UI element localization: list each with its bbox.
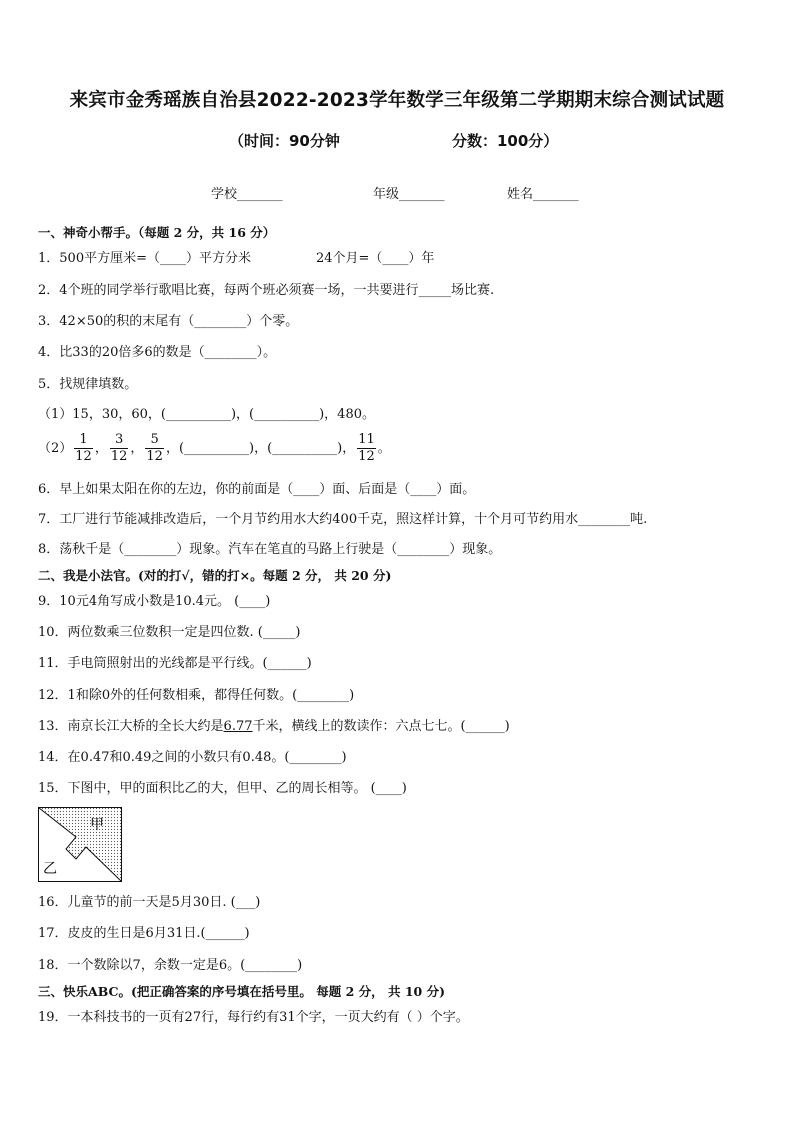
- question-8: 8．荡秋千是（________）现象。汽车在笔直的马路上行驶是（________）现象。: [38, 542, 502, 557]
- question-1a: 1．500平方厘米=（____）平方分米: [38, 251, 251, 266]
- question-9: 9．10元4角写成小数是10.4元。 (____): [38, 594, 271, 609]
- question-17: 17．皮皮的生日是6月31日.(______): [38, 926, 250, 941]
- section-1-heading: 一、神奇小帮手。（每题 2 分，共 16 分）: [38, 225, 276, 240]
- underlined-number: 6.77: [223, 719, 253, 734]
- q5-2-prefix: （2）: [38, 441, 73, 456]
- question-2: 2．4个班的同学举行歌唱比赛，每两个班必须赛一场，一共要进行_____场比赛.: [38, 283, 495, 298]
- question-13: 13．南京长江大桥的全长大约是6.77千米，横线上的数读作：六点七七。(______): [38, 719, 510, 734]
- fraction-11-12: $\frac{11}{12}$: [358, 432, 375, 464]
- q5-2-blanks: ，(__________)，(__________)，: [165, 441, 356, 456]
- question-19: 19．一本科技书的一页有27行，每行约有31个字，一页大约有（ ）个字。: [38, 1010, 469, 1025]
- question-7: 7．工厂进行节能减排改造后，一个月节约用水大约400千克，照这样计算，十个月可节约用水________吨.: [38, 512, 648, 527]
- grade-field[interactable]: 年级_______: [373, 187, 445, 202]
- question-4: 4．比33的20倍多6的数是（________）。: [38, 345, 277, 360]
- question-5: 5．找规律填数。: [38, 377, 138, 392]
- question-5-1: （1）15，30，60，(__________)，(__________)，480。: [38, 407, 375, 422]
- question-6: 6．早上如果太阳在你的左边，你的前面是（____）面、后面是（____）面。: [38, 482, 476, 497]
- question-5-2: （2） $\frac{1}{12}$ ， $\frac{3}{12}$ ， $\frac{5}{12}$ ，(__________)，(__________)， $\frac{11}{12}$ 。: [38, 432, 391, 464]
- question-10: 10．两位数乘三位数积一定是四位数. (_____): [38, 625, 301, 640]
- exam-time: （时间：90分钟: [229, 132, 340, 150]
- label-yi: 乙: [43, 861, 57, 877]
- exam-score: 分数：100分）: [452, 132, 559, 150]
- question-3: 3．42×50的积的末尾有（________）个零。: [38, 314, 299, 329]
- section-2-heading: 二、我是小法官。(对的打√，错的打×。每题 2 分， 共 20 分): [38, 568, 392, 583]
- fraction-1-12: $\frac{1}{12}$: [75, 432, 92, 464]
- question-18: 18．一个数除以7，余数一定是6。(________): [38, 958, 303, 973]
- school-field[interactable]: 学校_______: [211, 187, 283, 202]
- page-title: 来宾市金秀瑶族自治县2022-2023学年数学三年级第二学期期末综合测试试题: [69, 90, 725, 111]
- question-14: 14．在0.47和0.49之间的小数只有0.48。(________): [38, 750, 347, 765]
- label-jia: 甲: [90, 817, 104, 833]
- fraction-5-12: $\frac{5}{12}$: [146, 432, 163, 464]
- area-perimeter-figure: [38, 807, 122, 882]
- question-15: 15．下图中，甲的面积比乙的大，但甲、乙的周长相等。 (____): [38, 781, 407, 796]
- question-1b: 24个月=（____）年: [316, 251, 435, 266]
- section-3-heading: 三、快乐ABC。(把正确答案的序号填在括号里。 每题 2 分， 共 10 分): [38, 984, 445, 999]
- question-11: 11．手电筒照射出的光线都是平行线。(______): [38, 656, 312, 671]
- question-16: 16．儿童节的前一天是5月30日. (___): [38, 895, 261, 910]
- name-field[interactable]: 姓名_______: [507, 187, 579, 202]
- fraction-3-12: $\frac{3}{12}$: [110, 432, 128, 464]
- question-12: 12．1和除0外的任何数相乘，都得任何数。(________): [38, 688, 355, 703]
